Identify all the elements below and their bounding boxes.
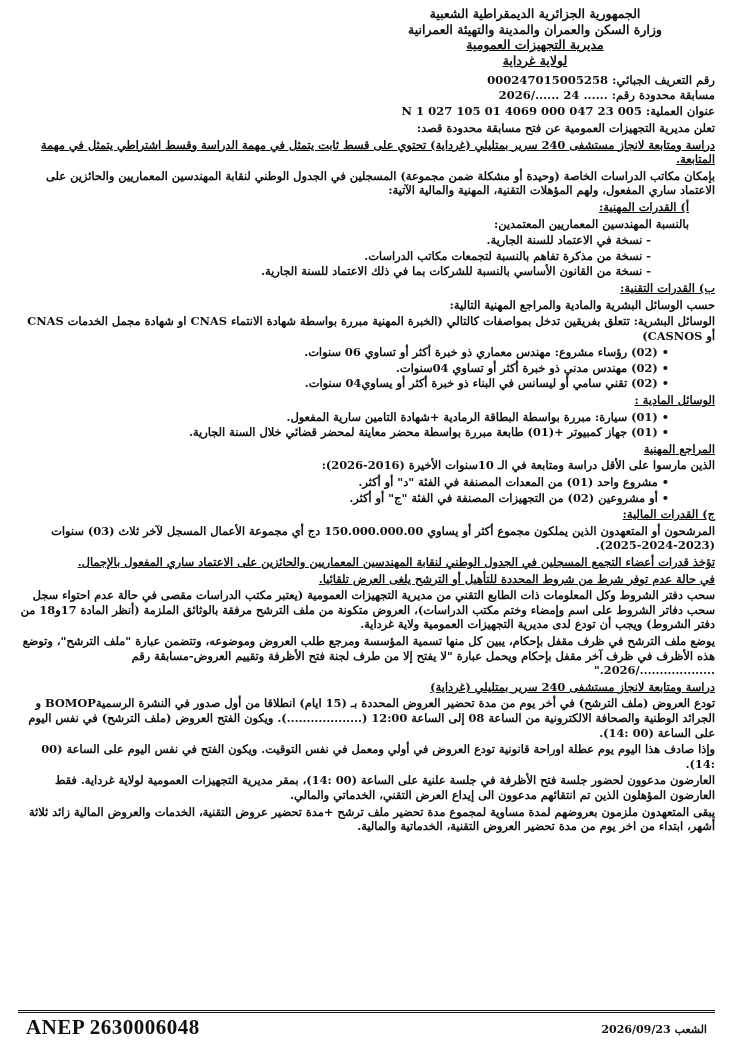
section-a-subtitle: بالنسبة المهندسين المعماريين المعتمدين: xyxy=(493,216,689,231)
invitation-text: العارضون مدعوون لحضور جلسة فتح الأظرفة في جلسة علنية على الساعة (00 :14)، بمقر مديرية التجهيزات العمومية لولاية غرداية. فقط العارضون المؤهلون الذين تم انتقائهم مدعوون الى إيداع العرض التقني، الخدماتي والمالي. xyxy=(54,773,715,802)
consortium-text: تؤخذ قدرات أعضاء التجمع المسجلين في الجدول الوطني لنقابة المهندسين المعماريين والحائزين على الاعتماد ساري المفعول بالإجمال. xyxy=(77,555,715,570)
anep-reference: ANEP 2630006048 xyxy=(26,1015,200,1039)
human-resources-text: الوسائل البشرية: تتعلق بفريقين تدخل بمواصفات كالتالي (الخبرة المهنية مبررة بواسطة شهادة الانتماء CNAS او شهادة مجمل الخدمات CNAS أو CASNOS) xyxy=(27,314,715,343)
notice-body xyxy=(18,6,715,834)
withdrawal-text: سحب دفتر الشروط وكل المعلومات ذات الطابع التقني من مديرية التجهيزات العمومية (يعتبر مكتب الدراسات مقصى في حالة عدم احتواء سجل سحب دفاتر الشروط على اسم وإمضاء وختم مكتب الدراسات)، العروض متكونة من ملف الترشح مرفقة بالوثائق الملزمة (أنظر المادة 17و18 من دفتر الشروط) ويجب أن تودع لدى مديرية التجهيزات العمومية ولاية غرداية. xyxy=(20,588,715,632)
directorate-line: مديرية التجهيزات العمومية xyxy=(466,37,604,53)
section-c-title: ج) القدرات المالية: xyxy=(622,507,715,522)
fiscal-id: رقم التعريف الجبائي: 000247015005258 xyxy=(487,72,715,87)
holiday-text: وإذا صادف هذا اليوم يوم عطلة اوراحة قانونية تودع العروض في أولي ومعمل في نفس التوقيت. ويكون الفتح في نفس اليوم على الساعة (00 :14). xyxy=(41,742,715,771)
list-item: - نسخة من مذكرة تفاهم بالنسبة لتجمعات مكاتب الدراسات. xyxy=(18,249,715,264)
list-item: - نسخة من القانون الأساسي بالنسبة للشركات بما في ذلك الاعتماد للسنة الجارية. xyxy=(18,264,715,279)
list-item: • (01) جهاز كمبيوتر +(01) طابعة مبررة بواسطة محضر معاينة لمحضر قضائي خلال السنة الجارية. xyxy=(18,425,715,440)
list-item: • (02) رؤساء مشروع: مهندس معماري ذو خبرة أكثر أو تساوي 06 سنوات. xyxy=(18,345,715,360)
newspaper-name: الشعب xyxy=(674,1023,707,1036)
eligibility-text: بإمكان مكاتب الدراسات الخاصة (وحيدة أو مشكلة ضمن مجموعة) المسجلين في الجدول الوطني لنقابة المهندسين المعماريين والحائزين على الاعتماد ساري المفعول، ولهم المؤهلات التقنية، المهنية والمالية الآتية: xyxy=(46,168,715,198)
section-b-title: ب) القدرات التقنية: xyxy=(620,280,715,295)
section-b-intro: حسب الوسائل البشرية والمادية والمراجع المهنية التالية: xyxy=(449,297,715,312)
tender-object: دراسة ومتابعة لانجاز مستشفى 240 سرير بمتليلي (غرداية) تحتوي على قسط ثابت يتمثل في مهمة الدراسة وقسط اشتراطي يتمثل في مهمة المتابعة. xyxy=(40,137,715,167)
list-item: • (01) سيارة: مبررة بواسطة البطاقة الرمادية +شهادة التامين سارية المفعول. xyxy=(18,410,715,425)
envelope-text: يوضع ملف الترشح في ظرف مقفل بإحكام، يبين كل منها تسمية المؤسسة ومرجع طلب العروض وموضوعه، وتتضمن عبارة "ملف الترشح"، وتوضع هذه الأظرف في ظرف آخر مقفل بإحكام ويحمل عبارة "لا يفتح إلا من طرف لجنة فتح الأظرفة وتقييم العروض-مسابقة رقم .................../2026." xyxy=(22,633,715,678)
list-item: • (02) تقني سامي أو ليسانس في البناء ذو خبرة أكثر أو يساوي04 سنوات. xyxy=(18,376,715,391)
list-item: • أو مشروعين (02) من التجهيزات المصنفة في الفئة "ج" أو أكثر. xyxy=(18,491,715,506)
footer-bar xyxy=(18,1010,715,1043)
list-item: • مشروع واحد (01) من المعدات المصنفة في الفئة "د" أو أكثر. xyxy=(18,475,715,490)
list-item: - نسخة في الاعتماد للسنة الجارية. xyxy=(18,233,715,248)
validity-text: يبقى المتعهدون ملزمون بعروضهم لمدة مساوية لمجموع مدة تحضير ملف ترشح +مدة تحضير عروض التقنية، الخدمات والعروض المالية زائد ثلاثة أشهر، ابتداء من اخر يوم من مدة تحضير العروض التقنية، الخدماتية والمالية. xyxy=(28,804,715,834)
references-intro: الذين مارسوا على الأقل دراسة ومتابعة في الـ 10سنوات الأخيرة (2016-2026): xyxy=(321,458,715,473)
letterhead xyxy=(355,6,715,69)
list-item: • (02) مهندس مدني ذو خبرة أكثر أو تساوي 04سنوات. xyxy=(18,361,715,376)
section-a-title: أ) القدرات المهنية: xyxy=(599,199,689,214)
ministry-line: وزارة السكن والعمران والمدينة والتهيئة العمرانية xyxy=(408,21,662,37)
republic-line: الجمهورية الجزائرية الديمقراطية الشعبية xyxy=(429,6,641,21)
deposit-text: تودع العروض (ملف الترشح) في أخر يوم من مدة تحضير العروض المحددة بـ (15 ايام) انطلاقا من أول صدور في النشرة الرسميةBOMOP و الجرائد الوطنية والصحافة الالكترونية من الساعة 08 إلى الساعة 12:00 (...................). ويكون الفتح العروض (ملف الترشح) في نفس اليوم على الساعة (00 :14). xyxy=(28,696,715,740)
financial-text: المرشحون أو المتعهدون الذين يملكون مجموع أكثر أو يساوي 150.000.000.00 دج أي مجموعة الأعمال المسجل لآخر ثلاث (03) سنوات (2023-2024-2025). xyxy=(51,523,715,553)
publication-info xyxy=(597,1023,707,1036)
publication-date: 2026/09/23 xyxy=(601,1023,671,1036)
wilaya-line: لولاية غرداية xyxy=(502,52,568,68)
tender-number: مسابقة محدودة رقم: ...... 24 ....../2026 xyxy=(498,88,715,103)
operation-title: عنوان العملية: N 1 027 105 01 4069 000 047 23 005 xyxy=(401,104,715,119)
rejection-text: في حالة عدم توفر شرط من شروط المحددة للتأهيل أو الترشح يلغى العرض تلقائيا. xyxy=(318,571,715,586)
material-resources-title: الوسائل المادية : xyxy=(634,393,715,408)
references-title: المراجع المهنية xyxy=(643,441,715,456)
intro-text: تعلن مديرية التجهيزات العمومية عن فتح مسابقة محدودة قصد: xyxy=(416,120,715,135)
tender-object-repeat: دراسة ومتابعة لانجاز مستشفى 240 سرير بمتليلي (غرداية) xyxy=(430,679,715,694)
